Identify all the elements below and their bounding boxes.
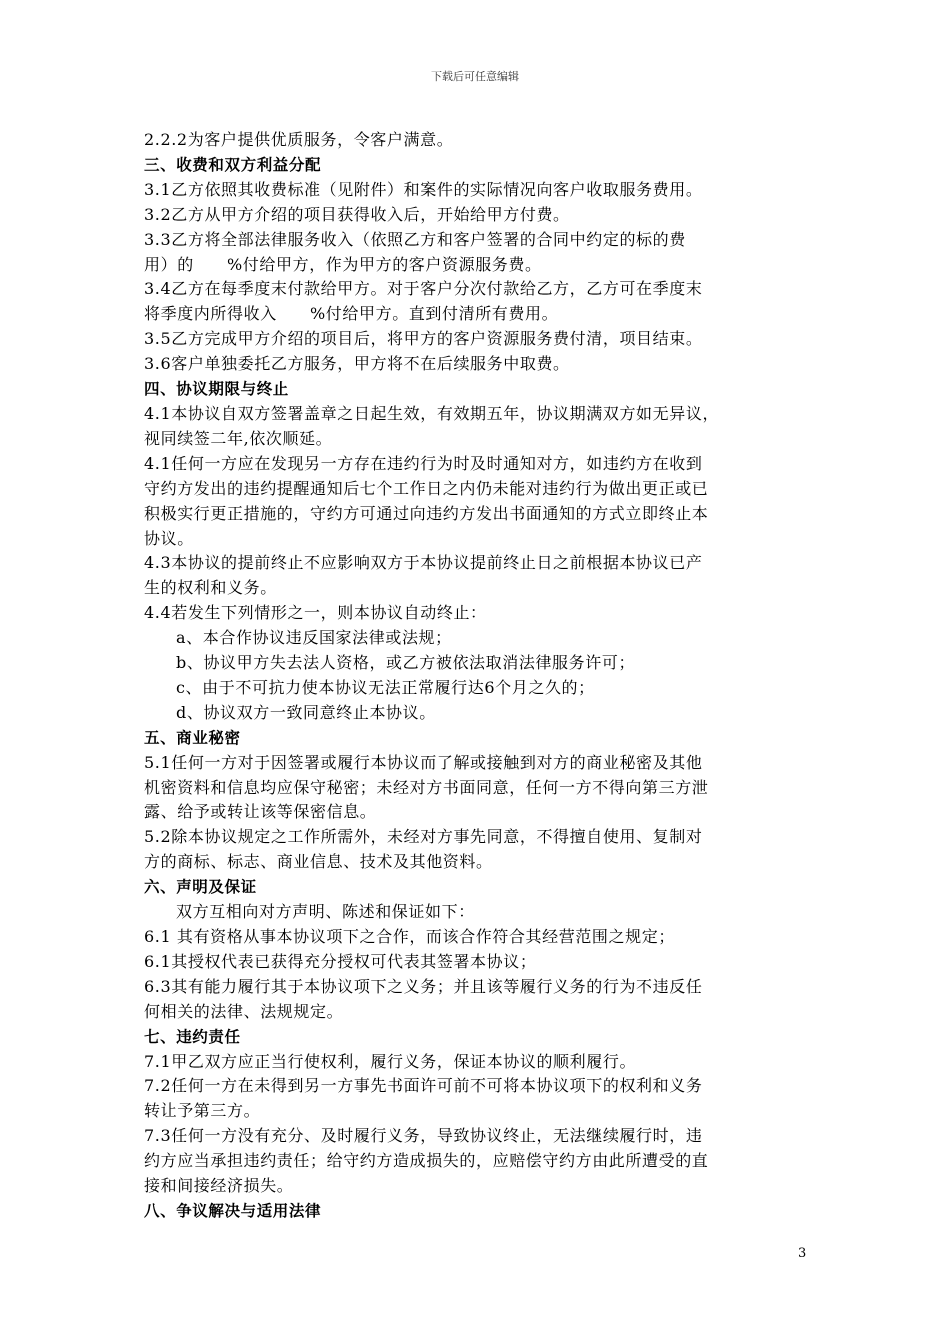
header-note: 下载后可任意编辑 — [431, 70, 519, 83]
body-line: 4.1任何一方应在发现另一方存在违约行为时及时通知对方，如违约方在收到 — [144, 453, 703, 473]
body-line: 6.3其有能力履行其于本协议项下之义务；并且该等履行义务的行为不违反任 — [144, 976, 703, 996]
section-heading: 三、收费和双方利益分配 — [144, 155, 322, 174]
body-line: 3.4乙方在每季度末付款给甲方。对于客户分次付款给乙方，乙方可在季度末 — [144, 279, 703, 299]
body-line: 机密资料和信息均应保守秘密；未经对方书面同意，任何一方不得向第三方泄 — [144, 777, 709, 797]
body-line: 约方应当承担违约责任；给守约方造成损失的，应赔偿守约方由此所遭受的直 — [144, 1151, 709, 1171]
body-line: 生的权利和义务。 — [144, 578, 277, 598]
section-heading: 八、争议解决与适用法律 — [144, 1201, 322, 1220]
section-heading: 六、声明及保证 — [144, 878, 257, 897]
body-line: 方的商标、标志、商业信息、技术及其他资料。 — [144, 852, 493, 872]
body-line: 用）的 %付给甲方，作为甲方的客户资源服务费。 — [144, 254, 542, 274]
body-line: 何相关的法律、法规规定。 — [144, 1001, 344, 1021]
body-line: 3.2乙方从甲方介绍的项目获得收入后，开始给甲方付费。 — [144, 204, 570, 224]
body-line: 5.1任何一方对于因签署或履行本协议而了解或接触到对方的商业秘密及其他 — [144, 752, 703, 772]
body-line: 视同续签二年,依次顺延。 — [144, 428, 333, 448]
body-line: 将季度内所得收入 %付给甲方。直到付清所有费用。 — [144, 304, 559, 324]
section-heading: 五、商业秘密 — [144, 728, 241, 747]
body-line: 守约方发出的违约提醒通知后七个工作日之内仍未能对违约行为做出更正或已 — [144, 478, 709, 498]
body-line: 6.1 其有资格从事本协议项下之合作，而该合作符合其经营范围之规定； — [144, 927, 675, 946]
list-item: a、本合作协议违反国家法律或法规； — [176, 628, 452, 648]
section-heading: 四、协议期限与终止 — [144, 380, 289, 399]
body-line: 露、给予或转让该等保密信息。 — [144, 802, 377, 822]
body-line: 协议。 — [144, 528, 194, 548]
body-line: 积极实行更正措施的，守约方可通过向违约方发出书面通知的方式立即终止本 — [144, 503, 709, 523]
body-line: 接和间接经济损失。 — [144, 1176, 294, 1196]
section-heading: 七、违约责任 — [144, 1027, 241, 1046]
body-line: 5.2除本协议规定之工作所需外，未经对方事先同意，不得擅自使用、复制对 — [144, 827, 703, 847]
body-line: 4.1本协议自双方签署盖章之日起生效，有效期五年，协议期满双方如无异议， — [144, 403, 720, 423]
body-line: 3.3乙方将全部法律服务收入（依照乙方和客户签署的合同中约定的标的费 — [144, 229, 686, 249]
list-item: b、协议甲方失去法人资格，或乙方被依法取消法律服务许可； — [176, 653, 636, 673]
body-line: 4.3本协议的提前终止不应影响双方于本协议提前终止日之前根据本协议已产 — [144, 553, 703, 573]
body-line: 4.4若发生下列情形之一，则本协议自动终止： — [144, 603, 487, 623]
body-line: 转让予第三方。 — [144, 1101, 261, 1121]
body-line: 6.1其授权代表已获得充分授权可代表其签署本协议； — [144, 951, 537, 971]
body-line: 3.1乙方依照其收费标准（见附件）和案件的实际情况向客户收取服务费用。 — [144, 179, 703, 199]
body-line: 2.2.2为客户提供优质服务，令客户满意。 — [144, 130, 454, 149]
page-number: 3 — [798, 1246, 807, 1261]
body-line: 3.6客户单独委托乙方服务，甲方将不在后续服务中取费。 — [144, 354, 570, 374]
document-body — [144, 128, 824, 1224]
body-line: 双方互相向对方声明、陈述和保证如下： — [176, 902, 475, 922]
body-line: 7.3任何一方没有充分、及时履行义务，导致协议终止，无法继续履行时，违 — [144, 1126, 703, 1146]
list-item: c、由于不可抗力使本协议无法正常履行达6个月之久的； — [176, 677, 595, 697]
body-line: 3.5乙方完成甲方介绍的项目后，将甲方的客户资源服务费付清，项目结束。 — [144, 329, 703, 349]
body-line: 7.1甲乙双方应正当行使权利，履行义务，保证本协议的顺利履行。 — [144, 1051, 637, 1071]
list-item: d、协议双方一致同意终止本协议。 — [176, 702, 436, 722]
body-line: 7.2任何一方在未得到另一方事先书面许可前不可将本协议项下的权利和义务 — [144, 1076, 703, 1096]
